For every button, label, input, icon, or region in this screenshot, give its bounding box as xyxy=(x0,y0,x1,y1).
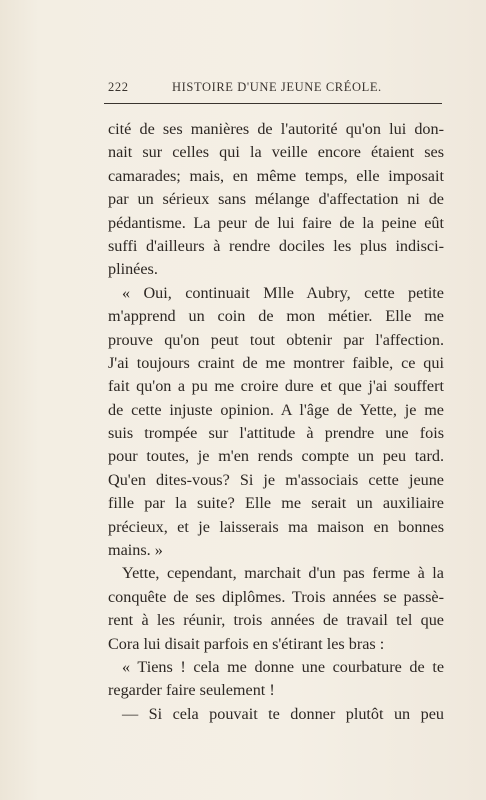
text-line: J'ai toujours craint de me montrer faible, ce qui xyxy=(108,353,444,372)
text-line: rent à les réunir, trois années de travail tel que xyxy=(108,611,444,630)
text-line: par un sérieux sans mélange d'affectation ni de xyxy=(108,190,444,209)
text-line: Qu'en dites-vous? Si je m'associais cette jeune xyxy=(108,470,444,489)
text-line: m'apprend un coin de mon métier. Elle me xyxy=(108,307,444,326)
text-line: mains. » xyxy=(108,541,163,560)
running-title: HISTOIRE D'UNE JEUNE CRÉOLE. xyxy=(172,80,382,94)
header-rule xyxy=(104,103,442,104)
text-line: de cette injuste opinion. A l'âge de Yette, je me xyxy=(108,400,444,419)
text-line: pédantisme. La peur de lui faire de la peine eût xyxy=(108,213,444,232)
text-line: plinées. xyxy=(108,260,158,279)
text-line: — Si cela pouvait te donner plutôt un peu xyxy=(122,704,444,723)
text-line: pour toutes, je m'en rends compte un peu tard. xyxy=(108,447,444,466)
text-line: nait sur celles qui la veille encore étaient ses xyxy=(108,143,444,162)
text-line: regarder faire seulement ! xyxy=(108,681,275,700)
text-line: Yette, cependant, marchait d'un pas ferme à la xyxy=(122,564,444,583)
page-number: 222 xyxy=(108,80,129,94)
body-text xyxy=(108,118,444,726)
text-line: Cora lui disait parfois en s'étirant les bras : xyxy=(108,634,385,653)
text-line: « Tiens ! cela me donne une courbature de te xyxy=(122,657,444,676)
text-line: suffi d'ailleurs à rendre dociles les plus indisci- xyxy=(108,236,444,255)
running-head xyxy=(108,78,441,98)
text-line: précieux, et je laisserais ma maison en bonnes xyxy=(108,517,444,536)
text-line: cité de ses manières de l'autorité qu'on lui don- xyxy=(108,120,444,138)
text-line: prouve qu'on peut tout obtenir par l'affection. xyxy=(108,330,444,349)
text-line: fait qu'on a pu me croire dure et que j'ai souffert xyxy=(108,377,444,396)
text-line: « Oui, continuait Mlle Aubry, cette petite xyxy=(122,283,444,302)
text-line: camarades; mais, en même temps, elle imposait xyxy=(108,166,444,185)
text-line: suis trompée sur l'attitude à prendre une fois xyxy=(108,424,444,443)
text-line: fille par la suite? Elle me serait un auxiliaire xyxy=(108,494,444,513)
text-line: conquête de ses diplômes. Trois années se passè- xyxy=(108,587,444,606)
